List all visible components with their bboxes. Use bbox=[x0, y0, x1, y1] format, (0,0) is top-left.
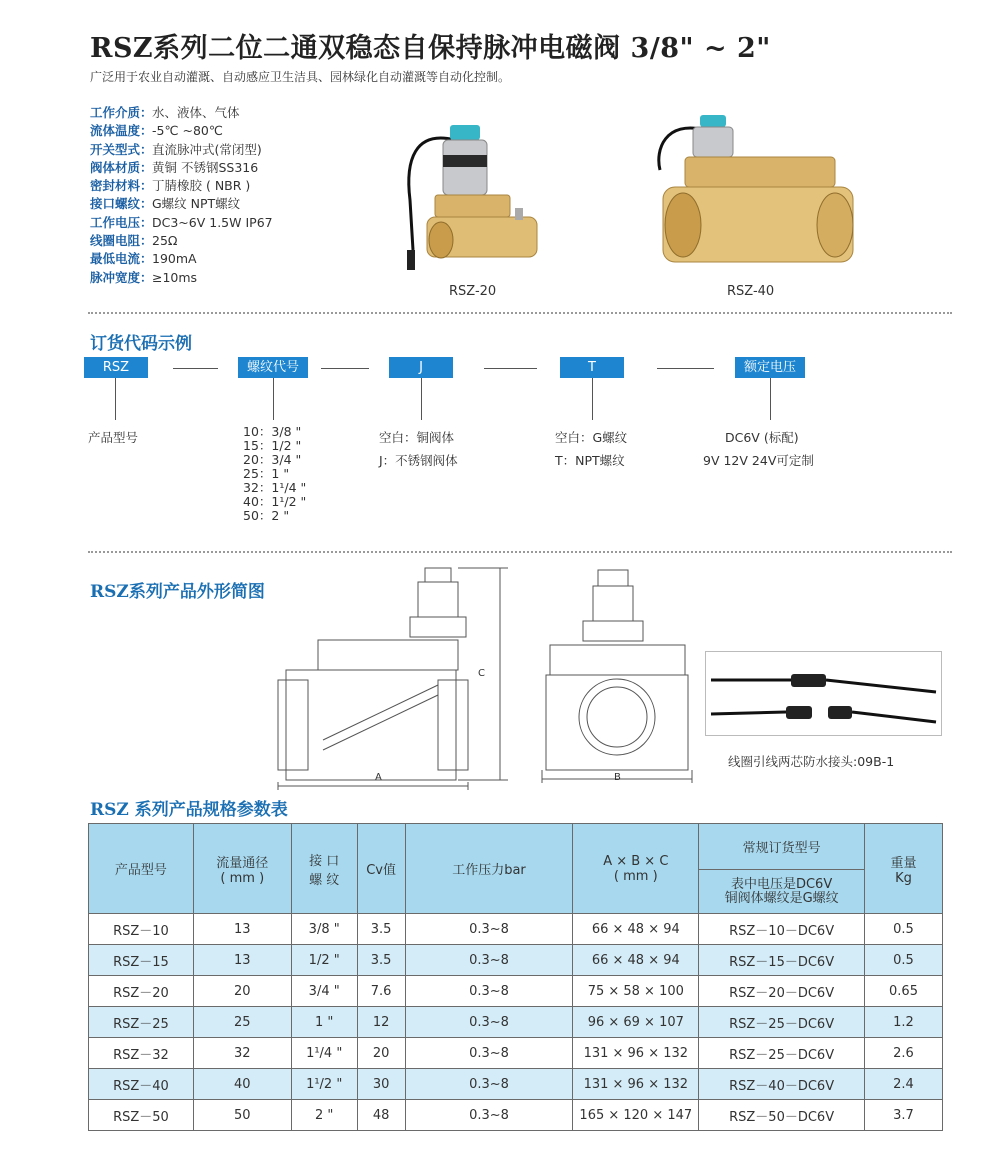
table-cell: RSZ－50－DC6V bbox=[699, 1100, 865, 1131]
front-view-drawing bbox=[538, 565, 698, 790]
table-heading: RSZ 系列产品规格参数表 bbox=[90, 800, 288, 820]
header-pressure: 工作压力bar bbox=[405, 824, 573, 914]
table-cell: 66 × 48 × 94 bbox=[573, 945, 699, 976]
code-leader bbox=[421, 378, 422, 420]
header-order-note-line1: 表中电压是DC6V bbox=[730, 876, 833, 892]
table-cell: RSZ－20－DC6V bbox=[699, 976, 865, 1007]
spec-row bbox=[90, 232, 273, 250]
spec-row bbox=[90, 177, 273, 195]
table-cell: 0.3~8 bbox=[405, 1007, 573, 1038]
table-cell: 75 × 58 × 100 bbox=[573, 976, 699, 1007]
spec-key: 阀体材质： bbox=[90, 159, 153, 175]
product-photo-rsz20 bbox=[395, 100, 565, 280]
table-cell: 165 × 120 × 147 bbox=[573, 1100, 699, 1131]
dim-b: B bbox=[614, 772, 621, 783]
table-row bbox=[89, 945, 943, 976]
header-order-model: 常规订货型号 bbox=[699, 824, 865, 870]
product-photo-rsz40 bbox=[655, 100, 855, 280]
drawing-heading: RSZ系列产品外形简图 bbox=[90, 582, 265, 602]
table-cell: 1 " bbox=[291, 1007, 357, 1038]
divider bbox=[88, 312, 952, 314]
header-model: 产品型号 bbox=[89, 824, 194, 914]
table-cell: 3.5 bbox=[357, 914, 405, 945]
table-cell: 0.3~8 bbox=[405, 1069, 573, 1100]
header-dimensions-line1: A × B × C bbox=[603, 853, 669, 869]
table-cell: 1¹/4 " bbox=[291, 1038, 357, 1069]
table-cell: 0.5 bbox=[865, 945, 943, 976]
table-cell: RSZ－15 bbox=[89, 945, 194, 976]
spec-row bbox=[90, 104, 273, 122]
table-cell: 0.3~8 bbox=[405, 914, 573, 945]
thread-code: 40：1¹/2 " bbox=[243, 494, 307, 509]
divider bbox=[88, 551, 952, 553]
table-cell: 30 bbox=[357, 1069, 405, 1100]
code-dash bbox=[657, 368, 714, 369]
thread-code: 10：3/8 " bbox=[243, 424, 302, 439]
spec-key: 工作电压： bbox=[90, 214, 153, 230]
product-label-left: RSZ-20 bbox=[449, 284, 497, 299]
table-cell: 3/8 " bbox=[291, 914, 357, 945]
table-cell: 20 bbox=[193, 976, 291, 1007]
spec-row bbox=[90, 269, 273, 287]
thread-code: 20：3/4 " bbox=[243, 452, 302, 467]
spec-value: G螺纹 NPT螺纹 bbox=[152, 196, 241, 212]
table-cell: 0.5 bbox=[865, 914, 943, 945]
table-cell: RSZ－40 bbox=[89, 1069, 194, 1100]
connector-caption: 线圈引线两芯防水接头:09B-1 bbox=[728, 754, 895, 769]
code-leader bbox=[592, 378, 593, 420]
table-cell: 2.6 bbox=[865, 1038, 943, 1069]
subtitle: 广泛用于农业自动灌溉、自动感应卫生洁具、园林绿化自动灌溉等自动化控制。 bbox=[90, 70, 511, 84]
spec-key: 脉冲宽度： bbox=[90, 269, 153, 285]
header-diameter-line2: ( mm ) bbox=[220, 870, 265, 886]
thread-code: 15：1/2 " bbox=[243, 438, 302, 453]
thread-code: 25：1 " bbox=[243, 466, 290, 481]
table-row bbox=[89, 1007, 943, 1038]
header-diameter-line1: 流量通径 bbox=[216, 855, 269, 871]
header-weight bbox=[865, 824, 943, 914]
spec-key: 密封材料： bbox=[90, 178, 153, 194]
table-cell: 2.4 bbox=[865, 1069, 943, 1100]
table-cell: RSZ－50 bbox=[89, 1100, 194, 1131]
spec-key: 工作介质： bbox=[90, 105, 153, 120]
thread-blank: 空白：G螺纹 bbox=[555, 430, 628, 445]
table-cell: 0.65 bbox=[865, 976, 943, 1007]
table-cell: 0.3~8 bbox=[405, 1100, 573, 1131]
table-cell: 40 bbox=[193, 1069, 291, 1100]
spec-row bbox=[90, 159, 273, 177]
table-cell: RSZ－32 bbox=[89, 1038, 194, 1069]
code-box-voltage: 额定电压 bbox=[735, 357, 805, 378]
table-row bbox=[89, 1069, 943, 1100]
spec-key: 开关型式： bbox=[90, 141, 153, 157]
table-row bbox=[89, 976, 943, 1007]
spec-row bbox=[90, 214, 273, 232]
table-cell: 96 × 69 × 107 bbox=[573, 1007, 699, 1038]
table-cell: 131 × 96 × 132 bbox=[573, 1069, 699, 1100]
table-cell: RSZ－10 bbox=[89, 914, 194, 945]
table-cell: 32 bbox=[193, 1038, 291, 1069]
code-box-j: J bbox=[389, 357, 453, 378]
spec-row bbox=[90, 141, 273, 159]
code-box-rsz: RSZ bbox=[84, 357, 148, 378]
code-dash bbox=[484, 368, 537, 369]
code-dash bbox=[321, 368, 369, 369]
connector-photo bbox=[705, 651, 942, 736]
table-cell: RSZ－15－DC6V bbox=[699, 945, 865, 976]
header-cv: Cv值 bbox=[357, 824, 405, 914]
product-label-right: RSZ-40 bbox=[727, 284, 775, 299]
table-cell: RSZ－10－DC6V bbox=[699, 914, 865, 945]
table-row bbox=[89, 1100, 943, 1131]
spec-key: 线圈电阻： bbox=[90, 233, 153, 249]
spec-row bbox=[90, 122, 273, 140]
table-cell: 0.3~8 bbox=[405, 945, 573, 976]
table-cell: 20 bbox=[357, 1038, 405, 1069]
header-dimensions bbox=[573, 824, 699, 914]
voltage-std: DC6V (标配) bbox=[725, 430, 799, 445]
table-cell: 13 bbox=[193, 945, 291, 976]
spec-key: 流体温度： bbox=[90, 123, 153, 139]
table-cell: RSZ－25－DC6V bbox=[699, 1038, 865, 1069]
header-port-line1: 接 口 bbox=[309, 853, 340, 869]
spec-value: 黄铜 不锈钢SS316 bbox=[152, 159, 259, 175]
dim-c: C bbox=[478, 668, 485, 679]
header-weight-line1: 重量 bbox=[890, 855, 917, 871]
side-view-drawing bbox=[268, 560, 508, 792]
spec-value: DC3~6V 1.5W IP67 bbox=[152, 214, 273, 230]
thread-codes bbox=[243, 425, 306, 523]
spec-value: 直流脉冲式(常闭型) bbox=[152, 141, 262, 157]
code-leader bbox=[273, 378, 274, 420]
spec-list bbox=[90, 104, 273, 287]
header-diameter bbox=[193, 824, 291, 914]
code-dash bbox=[173, 368, 218, 369]
code-leader bbox=[770, 378, 771, 420]
table-cell: 50 bbox=[193, 1100, 291, 1131]
code-box-t: T bbox=[560, 357, 624, 378]
body-j: J：不锈钢阀体 bbox=[379, 453, 458, 468]
spec-table bbox=[88, 823, 943, 1131]
spec-value: 25Ω bbox=[152, 233, 178, 249]
body-blank: 空白：铜阀体 bbox=[379, 430, 455, 445]
table-cell: 7.6 bbox=[357, 976, 405, 1007]
table-cell: RSZ－25 bbox=[89, 1007, 194, 1038]
dim-a: A bbox=[375, 772, 382, 783]
spec-row bbox=[90, 195, 273, 213]
header-order-note bbox=[699, 870, 865, 914]
order-col1: 产品型号 bbox=[88, 430, 139, 445]
order-heading: 订货代码示例 bbox=[90, 334, 192, 354]
table-cell: 1.2 bbox=[865, 1007, 943, 1038]
table-cell: 25 bbox=[193, 1007, 291, 1038]
thread-t: T：NPT螺纹 bbox=[555, 453, 625, 468]
spec-value: 水、液体、气体 bbox=[152, 105, 240, 120]
table-cell: 1¹/2 " bbox=[291, 1069, 357, 1100]
spec-value: -5℃ ~80℃ bbox=[152, 123, 223, 139]
table-cell: 131 × 96 × 132 bbox=[573, 1038, 699, 1069]
spec-value: ≥10ms bbox=[152, 269, 198, 285]
header-port-line2: 螺 纹 bbox=[309, 872, 340, 888]
thread-code: 50：2 " bbox=[243, 508, 290, 523]
table-cell: RSZ－25－DC6V bbox=[699, 1007, 865, 1038]
table-cell: 0.3~8 bbox=[405, 976, 573, 1007]
header-order-note-line2: 铜阀体螺纹是G螺纹 bbox=[724, 890, 839, 906]
voltage-custom: 9V 12V 24V可定制 bbox=[703, 453, 814, 468]
header-weight-line2: Kg bbox=[895, 870, 912, 886]
spec-value: 190mA bbox=[152, 251, 197, 267]
table-cell: 48 bbox=[357, 1100, 405, 1131]
spec-row bbox=[90, 250, 273, 268]
table-cell: 3.5 bbox=[357, 945, 405, 976]
table-row bbox=[89, 1038, 943, 1069]
table-cell: 3/4 " bbox=[291, 976, 357, 1007]
table-cell: 1/2 " bbox=[291, 945, 357, 976]
table-cell: 13 bbox=[193, 914, 291, 945]
spec-key: 最低电流： bbox=[90, 251, 153, 267]
header-port bbox=[291, 824, 357, 914]
table-cell: RSZ－20 bbox=[89, 976, 194, 1007]
table-cell: RSZ－40－DC6V bbox=[699, 1069, 865, 1100]
thread-code: 32：1¹/4 " bbox=[243, 480, 307, 495]
table-cell: 2 " bbox=[291, 1100, 357, 1131]
header-dimensions-line2: ( mm ) bbox=[613, 868, 658, 884]
spec-key: 接口螺纹： bbox=[90, 196, 153, 212]
table-row bbox=[89, 914, 943, 945]
code-leader bbox=[115, 378, 116, 420]
code-box-thread: 螺纹代号 bbox=[238, 357, 308, 378]
table-cell: 0.3~8 bbox=[405, 1038, 573, 1069]
table-cell: 3.7 bbox=[865, 1100, 943, 1131]
table-cell: 66 × 48 × 94 bbox=[573, 914, 699, 945]
spec-value: 丁腈橡胶 ( NBR ) bbox=[152, 178, 251, 194]
page-title: RSZ系列二位二通双稳态自保持脉冲电磁阀 3/8" ~ 2" bbox=[90, 33, 771, 64]
table-cell: 12 bbox=[357, 1007, 405, 1038]
